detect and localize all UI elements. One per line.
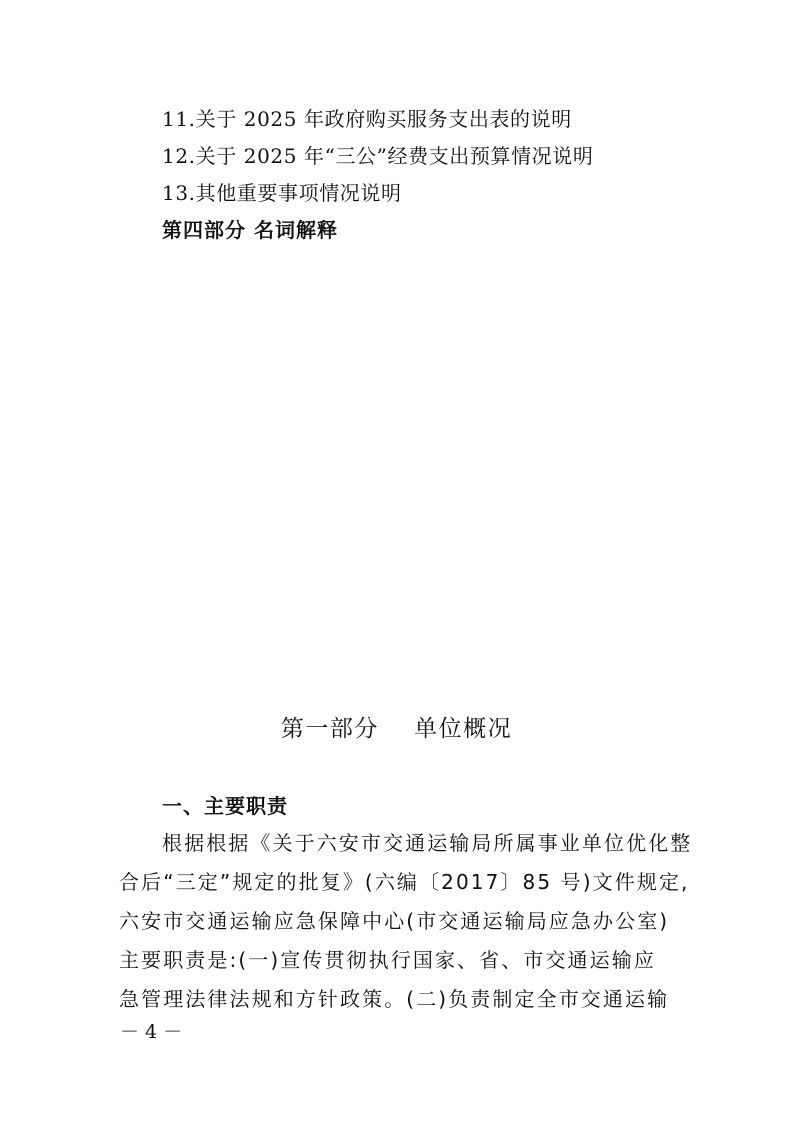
toc-item-13: 13.其他重要事项情况说明 — [162, 181, 402, 205]
paragraph-line-2: 合后“三定”规定的批复》(六编〔2017〕85 号)文件规定, — [119, 870, 690, 894]
toc-item-11: 11.关于 2025 年政府购买服务支出表的说明 — [162, 107, 572, 131]
page-number: － 4 － — [120, 1021, 183, 1043]
section-heading-main-duties: 一、主要职责 — [162, 794, 288, 818]
paragraph-line-4: 主要职责是:(一)宣传贯彻执行国家、省、市交通运输应 — [119, 948, 656, 972]
toc-part-four-heading: 第四部分 名词解释 — [162, 218, 338, 242]
paragraph-line-5: 急管理法律法规和方针政策。(二)负责制定全市交通运输 — [119, 987, 670, 1011]
paragraph-line-1: 根据根据《关于六安市交通运输局所属事业单位优化整 — [162, 831, 693, 855]
toc-item-12: 12.关于 2025 年“三公”经费支出预算情况说明 — [162, 144, 594, 168]
paragraph-line-3: 六安市交通运输应急保障中心(市交通运输局应急办公室) — [119, 909, 670, 933]
part-one-title: 第一部分 单位概况 — [280, 716, 513, 742]
